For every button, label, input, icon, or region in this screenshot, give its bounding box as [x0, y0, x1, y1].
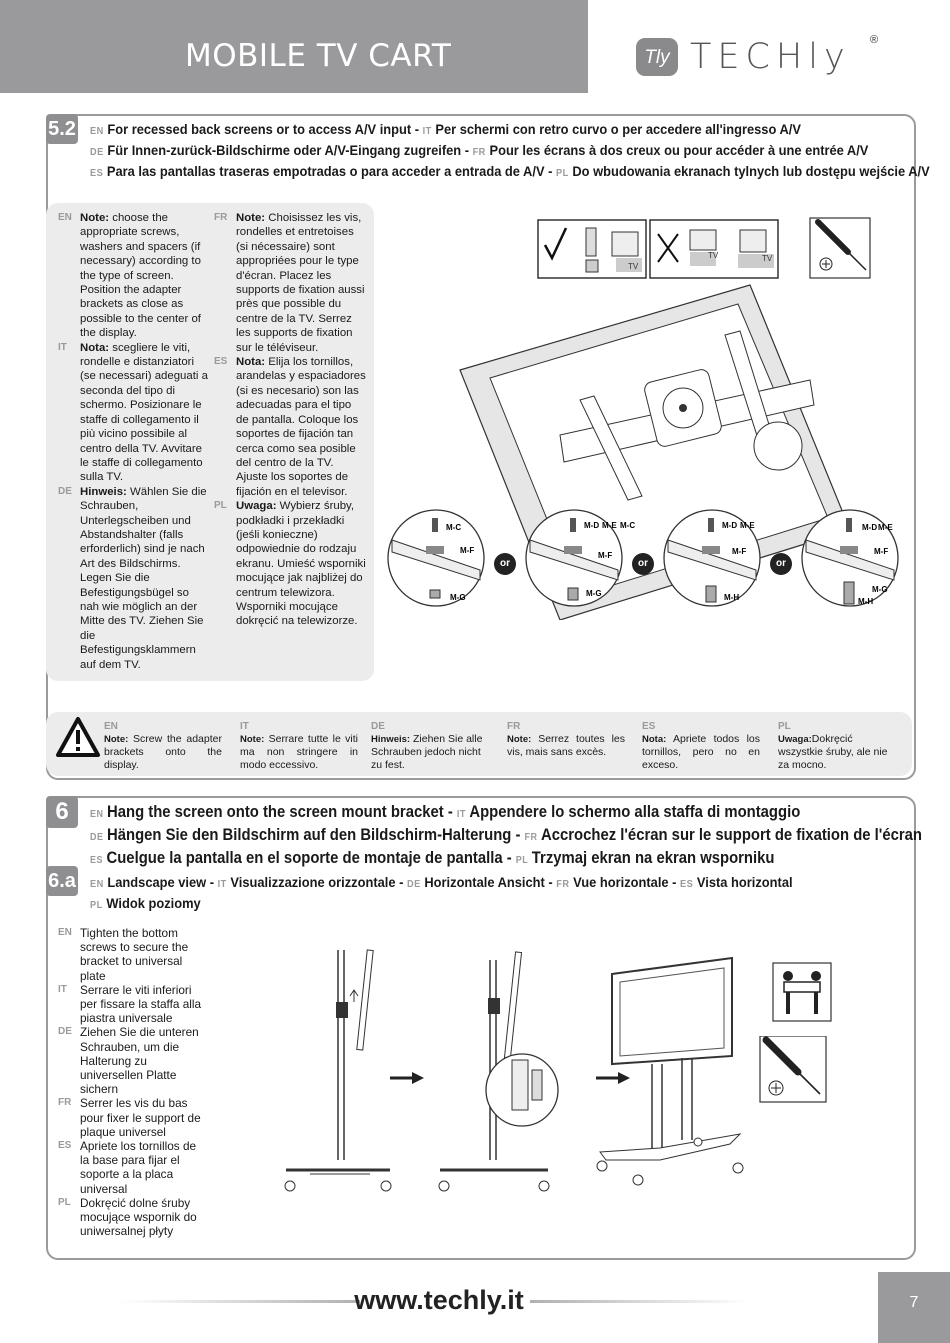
language-code: EN [58, 212, 72, 223]
language-code: PL [90, 900, 103, 911]
title-text: Appendere lo schermo alla staffa di montaggio [469, 803, 801, 821]
page-number: 7 [878, 1272, 950, 1343]
svg-text:M-E: M-E [878, 523, 893, 532]
section-5-2-title-line [90, 141, 918, 162]
arrow-right-icon-2 [596, 1072, 630, 1084]
title-text: Horizontale Ansicht - [424, 874, 557, 890]
language-code: DE [371, 721, 385, 732]
language-code: FR [214, 212, 228, 223]
svg-text:M-F: M-F [732, 547, 747, 556]
cart-assembly-diagram [270, 930, 830, 1200]
section-6a-title [90, 873, 918, 915]
note-item [214, 499, 366, 629]
title-text: Do wbudowania ekranach tylnych lub dostępu wejście A/V [572, 163, 930, 179]
language-code: FR [507, 721, 521, 732]
hardware-option-4 [802, 510, 898, 606]
language-code: DE [90, 832, 104, 843]
title-text: Cuelgue la pantalla en el soporte de montaje de pantalla - [106, 849, 516, 867]
svg-text:M-D: M-D [862, 523, 878, 532]
title-text: Trzymaj ekran na ekran wsporniku [531, 849, 775, 867]
title-text: Pour les écrans à dos creux ou pour accéder à une entrée A/V [489, 142, 869, 158]
or-badge-1: or [494, 553, 516, 575]
language-code: DE [406, 879, 421, 890]
svg-text:TV: TV [628, 262, 639, 271]
svg-text:M-E: M-E [740, 521, 755, 530]
cart-front-view [597, 958, 743, 1185]
svg-text:TV: TV [762, 254, 773, 263]
note-item [58, 1025, 208, 1096]
note-item [58, 1096, 208, 1139]
section-6-title-line [90, 848, 900, 871]
title-text: Für Innen-zurück-Bildschirme oder A/V-Eingang zugreifen - [107, 142, 473, 158]
section-6a-title-line [90, 873, 918, 894]
section-5-2-title [90, 120, 930, 183]
screwdriver-icon [810, 218, 870, 278]
note-item [58, 211, 208, 341]
title-text: Vue horizontale - [573, 874, 681, 890]
svg-text:M-G: M-G [586, 589, 602, 598]
tv-back-panel [460, 285, 850, 620]
warning-note-it: IT Note: Serrare tutte le viti ma non stringere in modo eccessivo. [240, 721, 358, 771]
cart-side-view-2 [439, 952, 558, 1191]
note-text: Nota: Elija los tornillos, arandelas y espaciadores (si es necesario) son las adecuadas para el tipo de pantalla. Coloque los soportes de fijación tan cerca como sea posible del centro de la TV. Ajuste los soportes de fijación en el televisor. [236, 356, 366, 498]
svg-text:M-F: M-F [460, 546, 475, 555]
warning-note-de: DE Hinweis: Ziehen Sie alle Schrauben jedoch nicht zu fest. [371, 720, 489, 772]
section-6a-instructions [58, 926, 208, 1238]
language-code: IT [422, 126, 432, 137]
note-item [58, 1196, 208, 1239]
title-text: Visualizzazione orizzontale - [230, 874, 407, 890]
two-person-lift-icon [772, 962, 832, 1022]
brand-logo-mark: Tly [636, 38, 678, 76]
svg-text:M-C: M-C [446, 523, 462, 532]
language-code: ES [642, 721, 656, 732]
section-6a-title-line [90, 894, 918, 915]
language-code: FR [524, 832, 538, 843]
language-code: FR [472, 147, 486, 158]
language-code: IT [217, 879, 227, 890]
title-text: Hängen Sie den Bildschirm auf den Bildschirm-Halterung - [107, 826, 525, 844]
note-text: Nota: scegliere le viti, rondelle e distanziatori (se necessari) adeguati a seconda del tipo di schermo. Posizionare le staffe di collegamento il più vicino possibile al centro della TV. Avvitare le staffe di collegamento sulla TV. [80, 341, 208, 484]
section-6-title-line [90, 825, 922, 848]
language-code: EN [104, 721, 118, 732]
warning-note-en: EN Note: Screw the adapter brackets onto the display. [104, 721, 222, 771]
language-code: EN [90, 809, 104, 820]
or-badge-2: or [632, 553, 654, 575]
correct-mount-icon [538, 220, 646, 278]
note-text: Uwaga: Wybierz śruby, podkładki i przekładki (jeśli konieczne) odpowiednie do rodzaju ekranu. Umieść wsporniki mocujące jak najbliżej do centrum telewizora. Wsporniki mocujące dokręcić na telewizorze. [236, 500, 366, 628]
language-code: DE [90, 147, 104, 158]
arrow-right-icon-1 [390, 1072, 424, 1084]
section-6-title-line [90, 802, 900, 825]
language-code: FR [58, 1097, 72, 1109]
language-code: DE [58, 1026, 72, 1038]
language-code: PL [58, 1196, 71, 1208]
note-text: Apriete los tornillos de la base para fijar el soporte a la placa universal [80, 1139, 197, 1196]
section-5-2-title-line [90, 120, 918, 141]
registered-mark: ® [870, 34, 879, 46]
note-text: Hinweis: Wählen Sie die Schrauben, Unterlegscheiben und Abstandshalter (falls erforderlich) sind je nach Art des Bildschirms. Legen Sie die Befestigungsbügel so nah wie möglich an der Mitte des TV. Ziehen Sie die Befestigungsklammern auf dem TV. [80, 485, 207, 671]
note-text: Note: choose the appropriate screws, washers and spacers (if necessary) according to the type of screen. Position the adapter brackets as close as possible to the center of the display. [80, 212, 201, 340]
notes-right-column [214, 211, 366, 629]
title-text: Widok poziomy [106, 895, 201, 911]
note-item [214, 355, 366, 499]
notes-left-column [58, 211, 208, 672]
note-text: Serrer les vis du bas pour fixer le support de plaque universel [80, 1096, 201, 1139]
svg-text:M-H: M-H [858, 597, 874, 606]
header-banner [0, 0, 588, 93]
language-code: ES [58, 1140, 72, 1152]
title-text: Hang the screen onto the screen mount bracket - [107, 803, 457, 821]
language-code: EN [58, 927, 72, 938]
section-5-2-badge: 5.2 [46, 114, 78, 144]
language-code: ES [90, 168, 104, 179]
note-text: Note: Choisissez les vis, rondelles et entretoises (si nécessaire) sont appropriées pour le type d'écran. Placez les supports de fixation aussi près que possible du centre de la TV. Serrez les supports de fixation sur le téléviseur. [236, 212, 365, 354]
note-text: Dokręcić dolne śruby mocujące wspornik do uniwersalnej płyty [80, 1195, 197, 1239]
section-6a-badge: 6.a [46, 866, 78, 896]
note-item [58, 926, 208, 983]
svg-text:M-G: M-G [450, 593, 466, 602]
language-code: PL [214, 500, 227, 512]
note-item [58, 485, 208, 672]
language-code: PL [778, 721, 791, 732]
incorrect-mount-icon [650, 220, 778, 278]
title-text: Para las pantallas traseras empotradas o para acceder a entrada de A/V - [106, 163, 556, 179]
svg-text:M-F: M-F [874, 547, 889, 556]
language-code: ES [680, 879, 694, 890]
section-6-badge: 6 [46, 796, 78, 828]
footer-url[interactable]: www.techly.it [354, 1285, 524, 1315]
note-text: Serrare le viti inferiori per fissare la staffa alla piastra universale [80, 982, 202, 1026]
language-code: IT [240, 721, 249, 732]
warning-triangle-icon [55, 716, 101, 758]
language-code: PL [515, 855, 529, 866]
note-item [58, 1139, 208, 1196]
note-text: Ziehen Sie die unteren Schrauben, um die Halterung zu universellen Platte sichern [80, 1025, 199, 1097]
language-code: IT [58, 983, 67, 995]
section-5-2-title-line [90, 162, 930, 183]
title-text: Per schermi con retro curvo o per accedere all'ingresso A/V [435, 121, 801, 137]
title-text: Accrochez l'écran sur le support de fixation de l'écran [541, 826, 922, 844]
svg-text:M-G: M-G [872, 585, 888, 594]
language-code: EN [90, 126, 104, 137]
language-code: ES [214, 356, 228, 368]
page-title: MOBILE TV CART [185, 38, 452, 74]
svg-text:TV: TV [708, 251, 719, 260]
language-code: ES [90, 855, 103, 866]
section-6-title [90, 802, 922, 871]
language-code: PL [555, 168, 569, 179]
svg-text:M-E: M-E [602, 521, 617, 530]
brand-logo-text: TECHly [690, 37, 851, 77]
language-code: DE [58, 485, 72, 497]
svg-text:M-H: M-H [724, 593, 740, 602]
warning-note-pl: PL Uwaga:Dokręcić wszystkie śruby, ale nie za mocno. [778, 720, 896, 772]
hardware-option-3 [664, 510, 760, 606]
note-item [58, 983, 208, 1026]
warning-note-fr: FR Note: Serrez toutes les vis, mais sans excès. [507, 721, 625, 758]
svg-text:M-D: M-D [722, 521, 738, 530]
svg-text:M-D: M-D [584, 521, 600, 530]
cart-side-view-1 [285, 950, 391, 1191]
language-code: IT [58, 341, 67, 353]
warning-note-es: ES Nota: Apriete todos los tornillos, pero no en exceso. [642, 721, 760, 771]
or-badge-3: or [770, 553, 792, 575]
language-code: EN [90, 879, 104, 890]
title-text: Landscape view - [107, 874, 218, 890]
svg-text:M-F: M-F [598, 551, 613, 560]
note-item [214, 211, 366, 355]
svg-text:M-C: M-C [620, 521, 636, 530]
note-item [58, 341, 208, 485]
title-text: Vista horizontal [696, 874, 793, 890]
note-text: Tighten the bottom screws to secure the bracket to universal plate [80, 926, 189, 983]
language-code: FR [556, 879, 570, 890]
language-code: IT [456, 809, 466, 820]
screwdriver-icon-2 [758, 1036, 830, 1108]
hardware-option-1 [388, 510, 484, 606]
title-text: For recessed back screens or to access A/V input - [107, 121, 423, 137]
